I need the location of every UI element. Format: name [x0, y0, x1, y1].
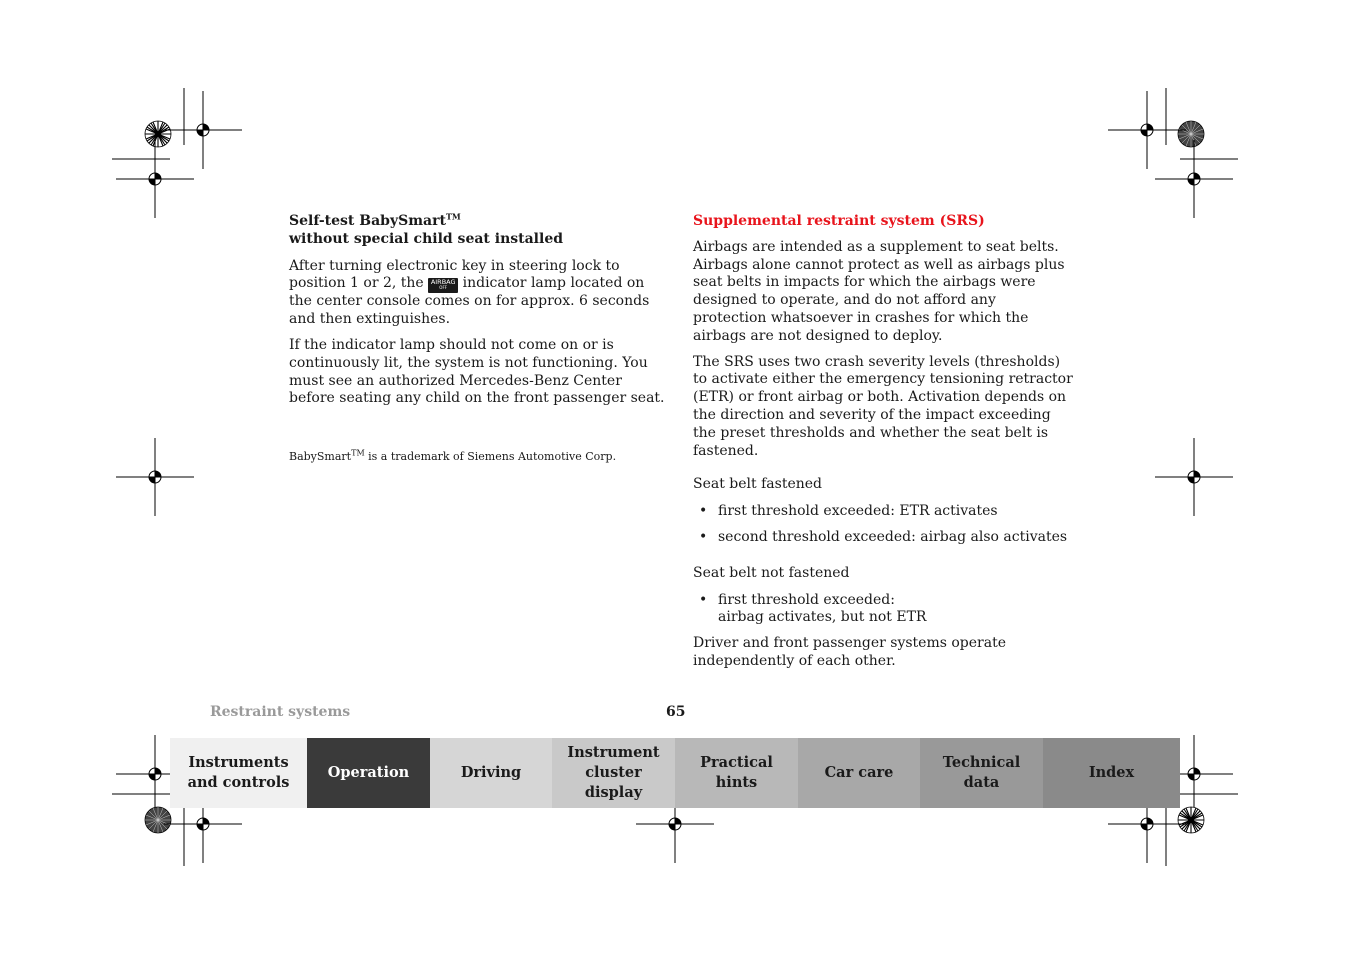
- seat-belt-fastened-heading: Seat belt fastened: [693, 476, 822, 493]
- trademark-footnote: BabySmart™ is a trademark of Siemens Automotive Corp.: [289, 448, 617, 464]
- babysmart-heading: Self-test BabySmart™ without special child seat installed: [289, 211, 564, 247]
- list-item: • first threshold exceeded: ETR activates: [693, 503, 1073, 521]
- tab-practical-hints[interactable]: Practical hints: [675, 738, 798, 808]
- babysmart-paragraph-1: After turning electronic key in steering lock to position 1 or 2, the AIRBAG OFF indicator lamp located on the center console comes on for approx. 6 seconds and then extinguishes.: [289, 257, 650, 328]
- tab-driving[interactable]: Driving: [430, 738, 552, 808]
- srs-heading: Supplemental restraint system (SRS): [693, 213, 985, 229]
- tab-index[interactable]: Index: [1043, 738, 1180, 808]
- seat-belt-fastened-list: [693, 503, 1073, 547]
- list-item: • second threshold exceeded: airbag also activates: [693, 529, 1073, 547]
- babysmart-paragraph-2: If the indicator lamp should not come on or is continuously lit, the system is not functioning. You must see an authorized Mercedes-Benz Center before seating any child on the front passenger seat.: [289, 336, 665, 407]
- srs-paragraph-2: The SRS uses two crash severity levels (thresholds) to activate either the emergency tensioning retractor (ETR) or front airbag or both. Activation depends on the direction and severity of the impact exceeding the preset thresholds and whether the seat belt is fastened.: [693, 353, 1073, 459]
- tab-instruments-and-controls[interactable]: Instruments and controls: [170, 738, 307, 808]
- tab-operation[interactable]: Operation: [307, 738, 430, 808]
- tab-technical-data[interactable]: Technical data: [920, 738, 1043, 808]
- chapter-tabs: [170, 738, 1180, 808]
- seat-belt-not-fastened-heading: Seat belt not fastened: [693, 564, 850, 581]
- srs-paragraph-1: Airbags are intended as a supplement to seat belts. Airbags alone cannot protect as well as airbags plus seat belts in impacts for which the airbags were designed to operate, and do not afford any protection whatsoever in crashes for which the airbags are not designed to deploy.: [693, 238, 1065, 344]
- tab-instrument-cluster-display[interactable]: Instrument cluster display: [552, 738, 675, 808]
- list-item: • first threshold exceeded: airbag activates, but not ETR: [693, 592, 1073, 628]
- seat-belt-not-fastened-list: [693, 592, 1073, 628]
- left-column: [289, 213, 669, 464]
- page-number: 65: [666, 704, 686, 720]
- srs-paragraph-3: Driver and front passenger systems operate independently of each other.: [693, 635, 1006, 669]
- right-column: [693, 213, 1073, 679]
- tab-car-care[interactable]: Car care: [798, 738, 920, 808]
- section-title: Restraint systems: [210, 704, 351, 720]
- airbag-off-icon: AIRBAG OFF: [428, 278, 458, 293]
